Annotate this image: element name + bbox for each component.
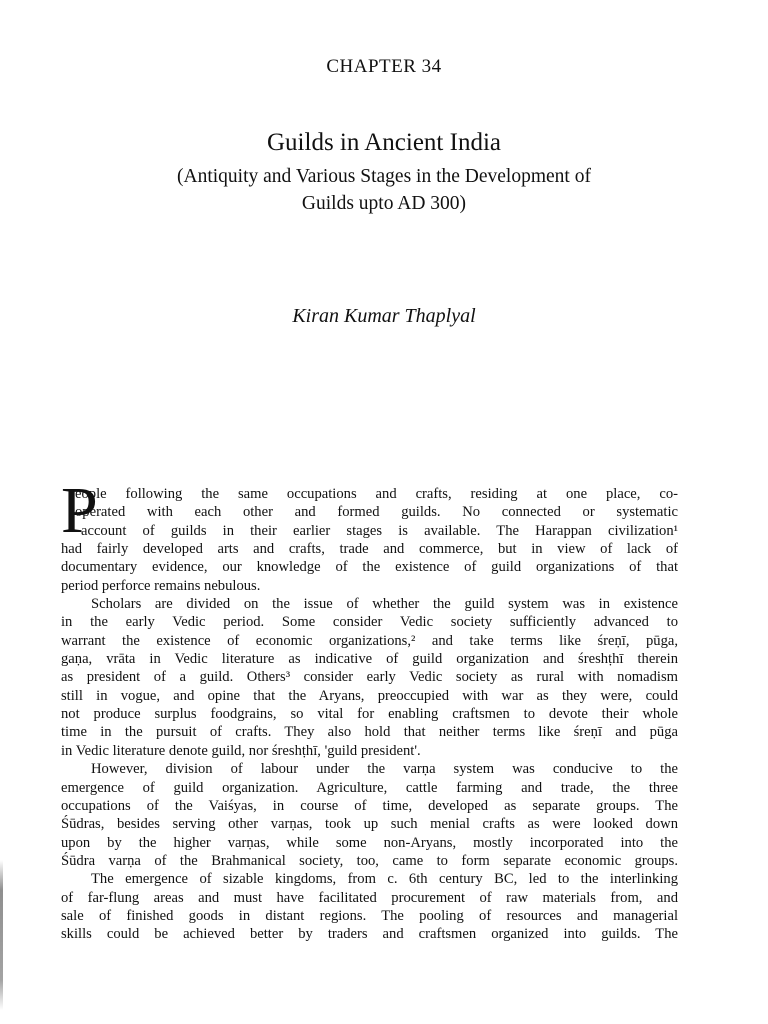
text-line: as president of a guild. Others³ consider early Vedic society as rural with nomadism: [61, 669, 678, 686]
subtitle-line-1: (Antiquity and Various Stages in the Development of: [177, 166, 591, 187]
chapter-number: CHAPTER 34: [326, 56, 442, 77]
text-line: had fairly developed arts and crafts, trade and commerce, but in view of lack of: [61, 541, 678, 558]
text-line: warrant the existence of economic organizations,² and take terms like śreṇī, pūga,: [61, 632, 678, 649]
text-line: still in vogue, and opine that the Aryans, preoccupied with war as they were, could: [61, 687, 678, 704]
text-line: occupations of the Vaiśyas, in course of time, developed as separate groups. The: [61, 797, 678, 814]
text-line: skills could be achieved better by traders and craftsmen organized into guilds. The: [61, 926, 678, 943]
text-line: account of guilds in their earlier stages is available. The Harappan civilization¹: [81, 522, 678, 539]
text-line: Śūdras, besides serving other varṇas, took up such menial crafts as were looked down: [61, 816, 678, 833]
body-text: [61, 485, 678, 944]
text-line: Śūdra varṇa of the Brahmanical society, too, came to form separate economic groups.: [61, 852, 678, 869]
text-line: operated with each other and formed guilds. No connected or systematic: [75, 504, 678, 521]
text-line: However, division of labour under the varṇa system was conducive to the: [91, 761, 678, 778]
author-name: Kiran Kumar Thaplyal: [292, 305, 476, 327]
text-line: documentary evidence, our knowledge of the existence of guild organizations of that: [61, 559, 678, 576]
text-line: eople following the same occupations and crafts, residing at one place, co-: [75, 486, 678, 502]
text-line: time in the pursuit of crafts. They also hold that neither terms like śreṇī and pūga: [61, 724, 678, 741]
drop-cap: P: [61, 474, 98, 547]
chapter-title: Guilds in Ancient India: [267, 129, 501, 156]
text-line: sale of finished goods in distant regions. The pooling of resources and managerial: [61, 907, 678, 924]
text-line: in the early Vedic period. Some consider Vedic society sufficiently advanced to: [61, 614, 678, 631]
text-line: gaṇa, vrāta in Vedic literature as indicative of guild organization and śreshṭhī therein: [61, 651, 678, 668]
text-line: of far-flung areas and must have facilitated procurement of raw materials from, and: [61, 889, 678, 906]
text-line: emergence of guild organization. Agriculture, cattle farming and trade, the three: [61, 779, 678, 796]
text-line: The emergence of sizable kingdoms, from c. 6th century BC, led to the interlinking: [91, 871, 678, 888]
text-line: Scholars are divided on the issue of whether the guild system was in existence: [91, 596, 678, 613]
scan-edge-shadow: [0, 860, 3, 1010]
subtitle-line-2: Guilds upto AD 300): [301, 193, 467, 214]
text-line: upon by the higher varṇas, while some non-Aryans, mostly incorporated into the: [61, 834, 678, 851]
text-line: in Vedic literature denote guild, nor śreshṭhī, 'guild president'.: [61, 742, 421, 759]
chapter-subtitle: [70, 163, 698, 217]
text-line: not produce surplus foodgrains, so vital for enabling craftsmen to devote their whole: [61, 706, 678, 723]
text-line: period perforce remains nebulous.: [61, 577, 261, 594]
